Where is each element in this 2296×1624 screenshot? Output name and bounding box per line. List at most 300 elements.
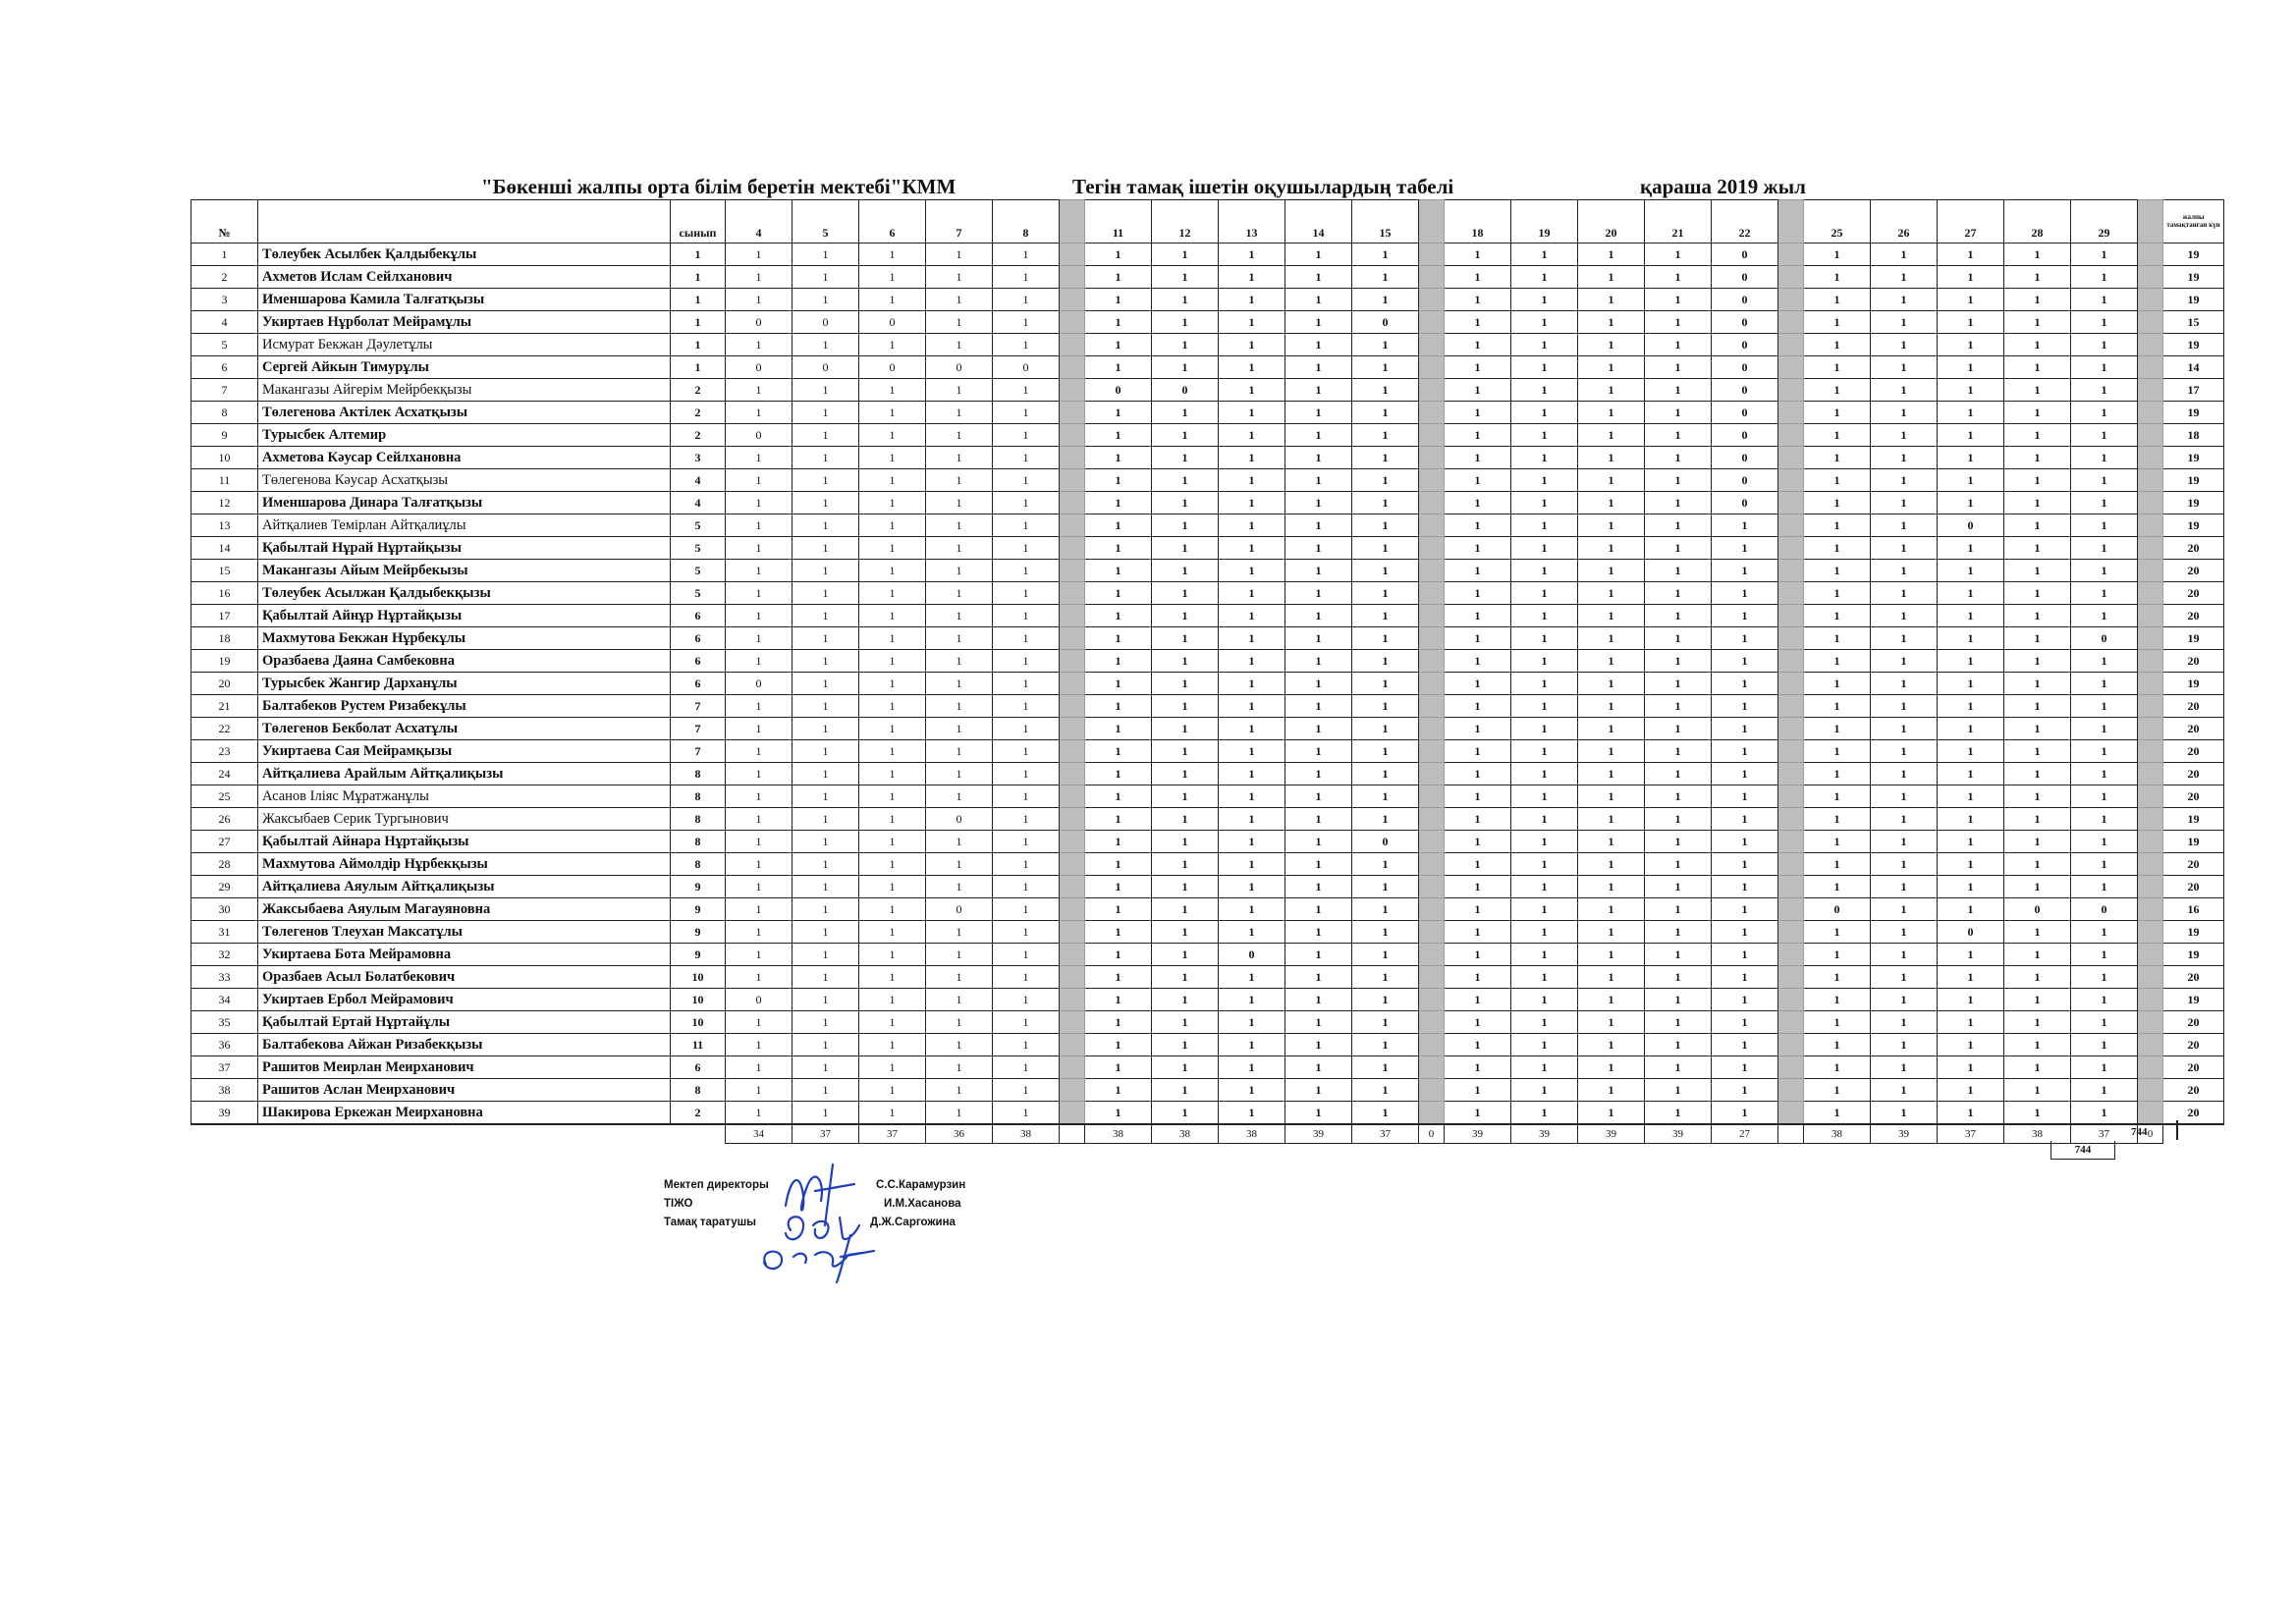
day-mark: 1 — [926, 1102, 993, 1125]
day-mark: 1 — [926, 944, 993, 966]
day-mark — [1778, 1034, 1804, 1056]
day-mark: 1 — [993, 560, 1060, 582]
table-row — [191, 447, 2224, 469]
day-mark: 1 — [1511, 944, 1578, 966]
day-mark — [1778, 266, 1804, 289]
student-grade: 3 — [671, 447, 726, 469]
day-mark: 1 — [1578, 1034, 1645, 1056]
day-mark: 1 — [859, 966, 926, 989]
day-mark: 1 — [1645, 356, 1712, 379]
row-number: 2 — [191, 266, 258, 289]
day-mark: 1 — [1938, 673, 2004, 695]
day-mark: 1 — [2004, 379, 2071, 402]
student-total: 19 — [2163, 921, 2224, 944]
day-mark: 1 — [1645, 1102, 1712, 1125]
student-grade: 7 — [671, 718, 726, 740]
day-mark: 1 — [1804, 1056, 1871, 1079]
day-mark: 1 — [1219, 718, 1285, 740]
day-mark — [1060, 356, 1085, 379]
day-mark: 1 — [993, 469, 1060, 492]
day-mark: 1 — [1219, 311, 1285, 334]
day-mark: 0 — [1712, 244, 1778, 266]
student-name: Оразбаев Асыл Болатбекович — [258, 966, 671, 989]
day-mark: 1 — [1219, 582, 1285, 605]
day-mark: 1 — [1285, 334, 1352, 356]
day-mark: 1 — [1152, 334, 1219, 356]
day-mark: 1 — [926, 966, 993, 989]
day-mark: 1 — [1645, 1011, 1712, 1034]
day-mark: 1 — [1645, 311, 1712, 334]
day-mark: 1 — [1352, 740, 1419, 763]
day-mark — [2138, 1079, 2163, 1102]
day-mark: 1 — [1645, 876, 1712, 898]
day-mark: 1 — [993, 808, 1060, 831]
day-mark: 1 — [993, 424, 1060, 447]
day-mark — [1778, 582, 1804, 605]
day-mark: 1 — [1445, 673, 1511, 695]
day-mark: 1 — [726, 266, 793, 289]
day-mark: 1 — [1804, 740, 1871, 763]
row-number: 16 — [191, 582, 258, 605]
day-mark: 1 — [793, 627, 859, 650]
student-grade: 6 — [671, 673, 726, 695]
day-mark — [2138, 334, 2163, 356]
day-mark: 1 — [2004, 966, 2071, 989]
student-grade: 2 — [671, 1102, 726, 1125]
day-mark: 1 — [993, 898, 1060, 921]
day-mark: 1 — [1871, 673, 1938, 695]
row-number: 18 — [191, 627, 258, 650]
day-mark — [2138, 808, 2163, 831]
day-mark: 1 — [1352, 673, 1419, 695]
student-name: Төлеубек Асылбек Қалдыбекұлы — [258, 244, 671, 266]
day-mark — [1060, 1079, 1085, 1102]
day-mark: 1 — [1285, 989, 1352, 1011]
day-mark — [1778, 356, 1804, 379]
row-number: 25 — [191, 785, 258, 808]
day-mark: 1 — [1085, 560, 1152, 582]
day-mark: 1 — [2004, 1034, 2071, 1056]
day-mark: 1 — [1804, 447, 1871, 469]
day-mark: 1 — [1712, 1102, 1778, 1125]
day-mark: 1 — [1804, 650, 1871, 673]
day-mark: 1 — [793, 582, 859, 605]
day-mark — [1419, 763, 1445, 785]
student-grade: 8 — [671, 1079, 726, 1102]
student-name: Төлеубек Асылжан Қалдыбекқызы — [258, 582, 671, 605]
day-mark — [1778, 673, 1804, 695]
student-total: 20 — [2163, 1056, 2224, 1079]
day-mark: 1 — [1352, 492, 1419, 514]
day-mark: 1 — [2004, 921, 2071, 944]
day-mark: 1 — [859, 740, 926, 763]
day-mark: 1 — [793, 402, 859, 424]
day-mark: 1 — [1938, 447, 2004, 469]
day-mark — [1778, 898, 1804, 921]
day-mark: 0 — [1152, 379, 1219, 402]
day-mark: 1 — [1804, 1079, 1871, 1102]
day-mark — [2138, 514, 2163, 537]
student-total: 19 — [2163, 514, 2224, 537]
day-mark: 1 — [1352, 627, 1419, 650]
day-mark: 1 — [2004, 560, 2071, 582]
day-mark: 1 — [859, 763, 926, 785]
day-mark: 0 — [1352, 831, 1419, 853]
day-mark: 1 — [1871, 244, 1938, 266]
day-mark — [1419, 402, 1445, 424]
day-mark: 1 — [1285, 537, 1352, 560]
student-grade: 9 — [671, 898, 726, 921]
day-mark: 1 — [926, 853, 993, 876]
day-mark — [1419, 1056, 1445, 1079]
student-grade: 1 — [671, 356, 726, 379]
day-mark: 1 — [1645, 944, 1712, 966]
day-mark: 1 — [1352, 853, 1419, 876]
table-row — [191, 514, 2224, 537]
header-day: 6 — [859, 200, 926, 244]
day-mark: 1 — [1352, 650, 1419, 673]
student-total: 20 — [2163, 650, 2224, 673]
day-mark — [1778, 808, 1804, 831]
student-grade: 1 — [671, 266, 726, 289]
day-mark: 1 — [1219, 560, 1285, 582]
day-mark: 1 — [2071, 402, 2138, 424]
day-mark: 1 — [793, 537, 859, 560]
day-mark: 1 — [1285, 379, 1352, 402]
student-grade: 8 — [671, 785, 726, 808]
day-mark: 1 — [859, 673, 926, 695]
day-mark: 1 — [1804, 1102, 1871, 1125]
day-mark: 1 — [726, 447, 793, 469]
day-mark: 1 — [793, 898, 859, 921]
day-mark: 1 — [1645, 266, 1712, 289]
day-mark — [1778, 244, 1804, 266]
day-mark: 1 — [793, 695, 859, 718]
day-mark: 1 — [1219, 1056, 1285, 1079]
student-name: Укиртаева Сая Мейрамқызы — [258, 740, 671, 763]
day-mark: 1 — [1152, 492, 1219, 514]
day-mark: 1 — [726, 402, 793, 424]
day-mark: 1 — [1511, 966, 1578, 989]
day-mark: 1 — [1938, 695, 2004, 718]
day-mark: 1 — [1712, 695, 1778, 718]
day-mark: 1 — [1445, 1079, 1511, 1102]
day-mark: 1 — [1871, 718, 1938, 740]
day-mark: 1 — [1152, 1034, 1219, 1056]
day-mark — [1419, 379, 1445, 402]
day-mark: 1 — [1578, 1011, 1645, 1034]
day-mark: 1 — [1085, 808, 1152, 831]
day-mark: 1 — [1445, 514, 1511, 537]
day-mark: 1 — [1871, 334, 1938, 356]
student-name: Укиртаев Ербол Мейрамович — [258, 989, 671, 1011]
day-mark: 1 — [1285, 244, 1352, 266]
day-mark: 1 — [1085, 989, 1152, 1011]
day-mark: 1 — [1219, 402, 1285, 424]
server-label: Тамақ таратушы — [664, 1217, 757, 1228]
day-mark: 1 — [793, 244, 859, 266]
table-row — [191, 831, 2224, 853]
student-total: 20 — [2163, 560, 2224, 582]
day-mark — [1060, 695, 1085, 718]
student-total: 19 — [2163, 627, 2224, 650]
day-mark: 1 — [2004, 334, 2071, 356]
day-mark: 1 — [1645, 402, 1712, 424]
day-mark: 0 — [2071, 898, 2138, 921]
day-mark: 1 — [1445, 944, 1511, 966]
day-mark — [1778, 695, 1804, 718]
day-mark: 1 — [2071, 447, 2138, 469]
day-mark: 1 — [1804, 785, 1871, 808]
day-mark: 1 — [993, 989, 1060, 1011]
day-mark: 1 — [1804, 244, 1871, 266]
day-mark: 1 — [2071, 650, 2138, 673]
day-mark: 1 — [1712, 1034, 1778, 1056]
day-mark: 1 — [1938, 402, 2004, 424]
day-mark: 1 — [793, 1011, 859, 1034]
day-mark: 1 — [926, 763, 993, 785]
day-mark: 1 — [1804, 605, 1871, 627]
day-mark: 1 — [1285, 763, 1352, 785]
day-mark: 1 — [1085, 1079, 1152, 1102]
header-grade: сынып — [671, 200, 726, 244]
totals-blank — [258, 1124, 671, 1144]
day-mark: 1 — [1871, 831, 1938, 853]
row-number: 1 — [191, 244, 258, 266]
day-mark: 1 — [2071, 537, 2138, 560]
day-mark: 1 — [2071, 379, 2138, 402]
student-name: Балтабеков Рустем Ризабекұлы — [258, 695, 671, 718]
table-row — [191, 1079, 2224, 1102]
day-mark: 1 — [1445, 289, 1511, 311]
day-mark: 1 — [1219, 447, 1285, 469]
header-day: 8 — [993, 200, 1060, 244]
header-day: 4 — [726, 200, 793, 244]
day-mark: 1 — [1871, 966, 1938, 989]
day-mark: 1 — [1152, 785, 1219, 808]
day-mark: 1 — [1352, 605, 1419, 627]
day-mark: 1 — [993, 740, 1060, 763]
day-mark: 1 — [859, 537, 926, 560]
day-mark: 1 — [1352, 560, 1419, 582]
student-total: 20 — [2163, 1102, 2224, 1125]
day-mark: 1 — [1445, 266, 1511, 289]
day-mark: 1 — [1871, 1056, 1938, 1079]
day-mark — [1419, 492, 1445, 514]
row-number: 6 — [191, 356, 258, 379]
table-row — [191, 718, 2224, 740]
day-mark: 1 — [1712, 537, 1778, 560]
day-mark: 0 — [1712, 447, 1778, 469]
student-grade: 1 — [671, 289, 726, 311]
day-total: 38 — [1152, 1124, 1219, 1144]
day-mark: 1 — [993, 537, 1060, 560]
day-mark: 1 — [1152, 244, 1219, 266]
day-mark: 1 — [1285, 289, 1352, 311]
day-mark: 1 — [726, 627, 793, 650]
day-mark — [1778, 334, 1804, 356]
day-mark: 1 — [1219, 695, 1285, 718]
day-mark: 0 — [1712, 379, 1778, 402]
day-mark: 1 — [1804, 424, 1871, 447]
day-mark: 1 — [993, 921, 1060, 944]
day-mark: 1 — [1578, 424, 1645, 447]
day-mark: 1 — [1712, 808, 1778, 831]
day-mark: 1 — [793, 605, 859, 627]
day-mark: 1 — [859, 605, 926, 627]
day-mark: 1 — [1938, 831, 2004, 853]
day-mark: 1 — [1085, 289, 1152, 311]
day-mark — [2138, 1034, 2163, 1056]
header-row — [191, 200, 2224, 244]
day-mark: 1 — [1152, 944, 1219, 966]
day-mark: 1 — [2004, 740, 2071, 763]
day-mark: 1 — [993, 876, 1060, 898]
day-mark: 1 — [793, 966, 859, 989]
day-mark: 1 — [1578, 447, 1645, 469]
day-mark: 1 — [1352, 785, 1419, 808]
day-mark — [1060, 1034, 1085, 1056]
day-mark: 1 — [726, 763, 793, 785]
student-total: 19 — [2163, 989, 2224, 1011]
student-total: 15 — [2163, 311, 2224, 334]
day-mark — [1419, 966, 1445, 989]
row-number: 15 — [191, 560, 258, 582]
day-mark: 1 — [1152, 831, 1219, 853]
day-mark — [1778, 876, 1804, 898]
day-mark: 1 — [1712, 560, 1778, 582]
grand-total-marker — [2176, 1120, 2178, 1140]
day-mark — [1778, 537, 1804, 560]
student-name: Именшарова Камила Талғатқызы — [258, 289, 671, 311]
day-mark: 1 — [1938, 1034, 2004, 1056]
day-mark: 1 — [793, 673, 859, 695]
day-mark: 1 — [926, 266, 993, 289]
student-name: Асанов Іліяс Мұратжанұлы — [258, 785, 671, 808]
student-total: 19 — [2163, 673, 2224, 695]
day-mark: 1 — [1085, 853, 1152, 876]
header-day: 25 — [1804, 200, 1871, 244]
day-mark: 1 — [1219, 740, 1285, 763]
day-mark: 1 — [1352, 1079, 1419, 1102]
day-mark: 1 — [1445, 582, 1511, 605]
student-name: Қабылтай Нұрай Нұртайқызы — [258, 537, 671, 560]
day-mark: 1 — [726, 605, 793, 627]
day-mark: 1 — [1219, 966, 1285, 989]
day-mark: 1 — [1152, 650, 1219, 673]
day-mark: 1 — [1352, 514, 1419, 537]
row-number: 3 — [191, 289, 258, 311]
student-total: 20 — [2163, 966, 2224, 989]
day-mark: 1 — [1712, 831, 1778, 853]
day-mark: 1 — [1578, 740, 1645, 763]
day-mark: 1 — [793, 921, 859, 944]
day-mark: 1 — [1285, 402, 1352, 424]
day-mark: 1 — [1219, 808, 1285, 831]
day-mark: 1 — [1511, 876, 1578, 898]
day-mark: 1 — [1804, 673, 1871, 695]
day-mark: 1 — [1511, 695, 1578, 718]
row-number: 8 — [191, 402, 258, 424]
day-mark: 1 — [2004, 1079, 2071, 1102]
day-mark — [2138, 560, 2163, 582]
day-mark: 1 — [993, 289, 1060, 311]
day-mark: 1 — [1578, 537, 1645, 560]
day-mark: 1 — [1511, 673, 1578, 695]
day-mark: 0 — [859, 356, 926, 379]
day-mark: 1 — [793, 785, 859, 808]
day-mark: 1 — [1085, 740, 1152, 763]
day-mark: 1 — [1152, 402, 1219, 424]
day-mark — [1419, 808, 1445, 831]
day-mark: 0 — [1712, 356, 1778, 379]
day-mark: 1 — [1511, 605, 1578, 627]
day-mark: 1 — [1219, 334, 1285, 356]
total-box: 744 — [2050, 1141, 2115, 1160]
day-mark: 1 — [993, 1034, 1060, 1056]
day-mark: 1 — [1645, 831, 1712, 853]
day-mark: 1 — [1578, 356, 1645, 379]
table-row — [191, 989, 2224, 1011]
day-mark: 1 — [1712, 966, 1778, 989]
row-number: 38 — [191, 1079, 258, 1102]
student-name: Сергей Айкын Тимурұлы — [258, 356, 671, 379]
table-row — [191, 469, 2224, 492]
day-mark: 1 — [926, 244, 993, 266]
day-mark: 1 — [1445, 379, 1511, 402]
day-mark: 1 — [926, 424, 993, 447]
day-mark: 1 — [1285, 356, 1352, 379]
day-mark: 1 — [1645, 560, 1712, 582]
day-mark: 1 — [1511, 989, 1578, 1011]
day-mark — [1778, 763, 1804, 785]
day-mark: 1 — [1511, 627, 1578, 650]
day-mark: 1 — [926, 379, 993, 402]
table-row — [191, 537, 2224, 560]
day-mark: 1 — [2071, 1102, 2138, 1125]
day-mark: 1 — [1285, 831, 1352, 853]
day-mark: 1 — [726, 514, 793, 537]
header-total: жалпы тамақтанған күн — [2163, 200, 2224, 244]
day-mark: 1 — [1938, 966, 2004, 989]
day-mark: 1 — [1645, 334, 1712, 356]
day-mark: 1 — [2071, 311, 2138, 334]
day-mark — [1419, 1034, 1445, 1056]
day-mark — [1778, 605, 1804, 627]
day-mark: 1 — [1445, 402, 1511, 424]
day-mark — [1778, 944, 1804, 966]
row-number: 28 — [191, 853, 258, 876]
day-mark: 1 — [1645, 605, 1712, 627]
day-mark — [1778, 447, 1804, 469]
day-mark — [1419, 831, 1445, 853]
day-mark: 1 — [1938, 560, 2004, 582]
day-mark: 1 — [1352, 379, 1419, 402]
day-mark: 1 — [1712, 989, 1778, 1011]
day-mark: 1 — [1152, 989, 1219, 1011]
day-mark: 1 — [1285, 740, 1352, 763]
day-mark: 1 — [793, 379, 859, 402]
student-name: Макангазы Айгерім Мейрбекқызы — [258, 379, 671, 402]
day-mark — [1778, 311, 1804, 334]
day-mark: 0 — [1352, 311, 1419, 334]
day-mark: 1 — [1578, 1102, 1645, 1125]
day-mark: 1 — [1804, 289, 1871, 311]
day-mark: 1 — [1871, 740, 1938, 763]
day-mark: 1 — [2071, 1056, 2138, 1079]
day-mark — [1060, 921, 1085, 944]
day-mark: 1 — [1871, 582, 1938, 605]
